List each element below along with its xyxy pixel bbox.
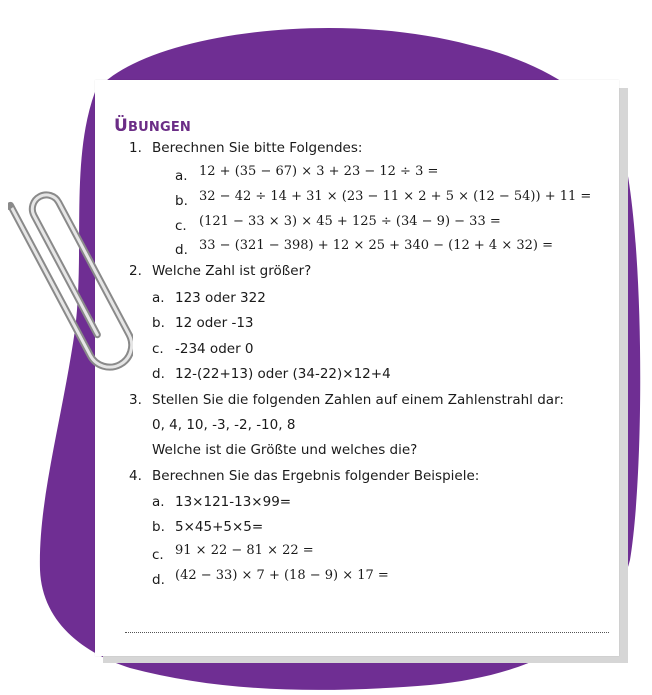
item-letter: b. — [175, 193, 188, 209]
dotted-divider — [125, 632, 609, 633]
item-text: 12-(22+13) oder (34-22)×12+4 — [175, 366, 391, 382]
item-letter: a. — [175, 168, 188, 184]
exercise-prompt: Berechnen Sie das Ergebnis folgender Beispiele: — [152, 468, 480, 484]
item-letter: d. — [175, 242, 188, 258]
item-text: -234 oder 0 — [175, 341, 254, 357]
item-text: 5×45+5×5= — [175, 519, 264, 535]
exercise-question: Welche ist die Größte und welches die? — [152, 442, 418, 458]
item-letter: c. — [152, 341, 164, 357]
item-letter: c. — [175, 218, 187, 234]
item-letter: c. — [152, 547, 164, 563]
item-text: 123 oder 322 — [175, 290, 266, 306]
page-title: ÜBUNGEN — [114, 116, 191, 136]
exercise-number: 2. — [129, 263, 142, 279]
item-text: 13×121-13×99= — [175, 494, 292, 510]
item-letter: d. — [152, 572, 165, 588]
item-letter: b. — [152, 315, 165, 331]
number-list: 0, 4, 10, -3, -2, -10, 8 — [152, 417, 296, 433]
item-letter: b. — [152, 519, 165, 535]
exercise-number: 1. — [129, 140, 142, 156]
math-expression: 32 − 42 ÷ 14 + 31 × (23 − 11 × 2 + 5 × (12 − 54)) + 11 = — [199, 189, 592, 204]
exercise-prompt: Stellen Sie die folgenden Zahlen auf einem Zahlenstrahl dar: — [152, 392, 564, 408]
item-letter: a. — [152, 494, 165, 510]
exercise-number: 4. — [129, 468, 142, 484]
item-text: 12 oder -13 — [175, 315, 254, 331]
exercise-number: 3. — [129, 392, 142, 408]
math-expression: 91 × 22 − 81 × 22 = — [175, 543, 314, 558]
item-letter: a. — [152, 290, 165, 306]
math-expression: 12 + (35 − 67) × 3 + 23 − 12 ÷ 3 = — [199, 164, 439, 179]
item-letter: d. — [152, 366, 165, 382]
exercise-prompt: Welche Zahl ist größer? — [152, 263, 312, 279]
exercise-prompt: Berechnen Sie bitte Folgendes: — [152, 140, 363, 156]
math-expression: (121 − 33 × 3) × 45 + 125 ÷ (34 − 9) − 33 = — [199, 214, 501, 229]
math-expression: 33 − (321 − 398) + 12 × 25 + 340 − (12 + 4 × 32) = — [199, 238, 553, 253]
paperclip-icon — [8, 168, 133, 408]
math-expression: (42 − 33) × 7 + (18 − 9) × 17 = — [175, 568, 389, 583]
